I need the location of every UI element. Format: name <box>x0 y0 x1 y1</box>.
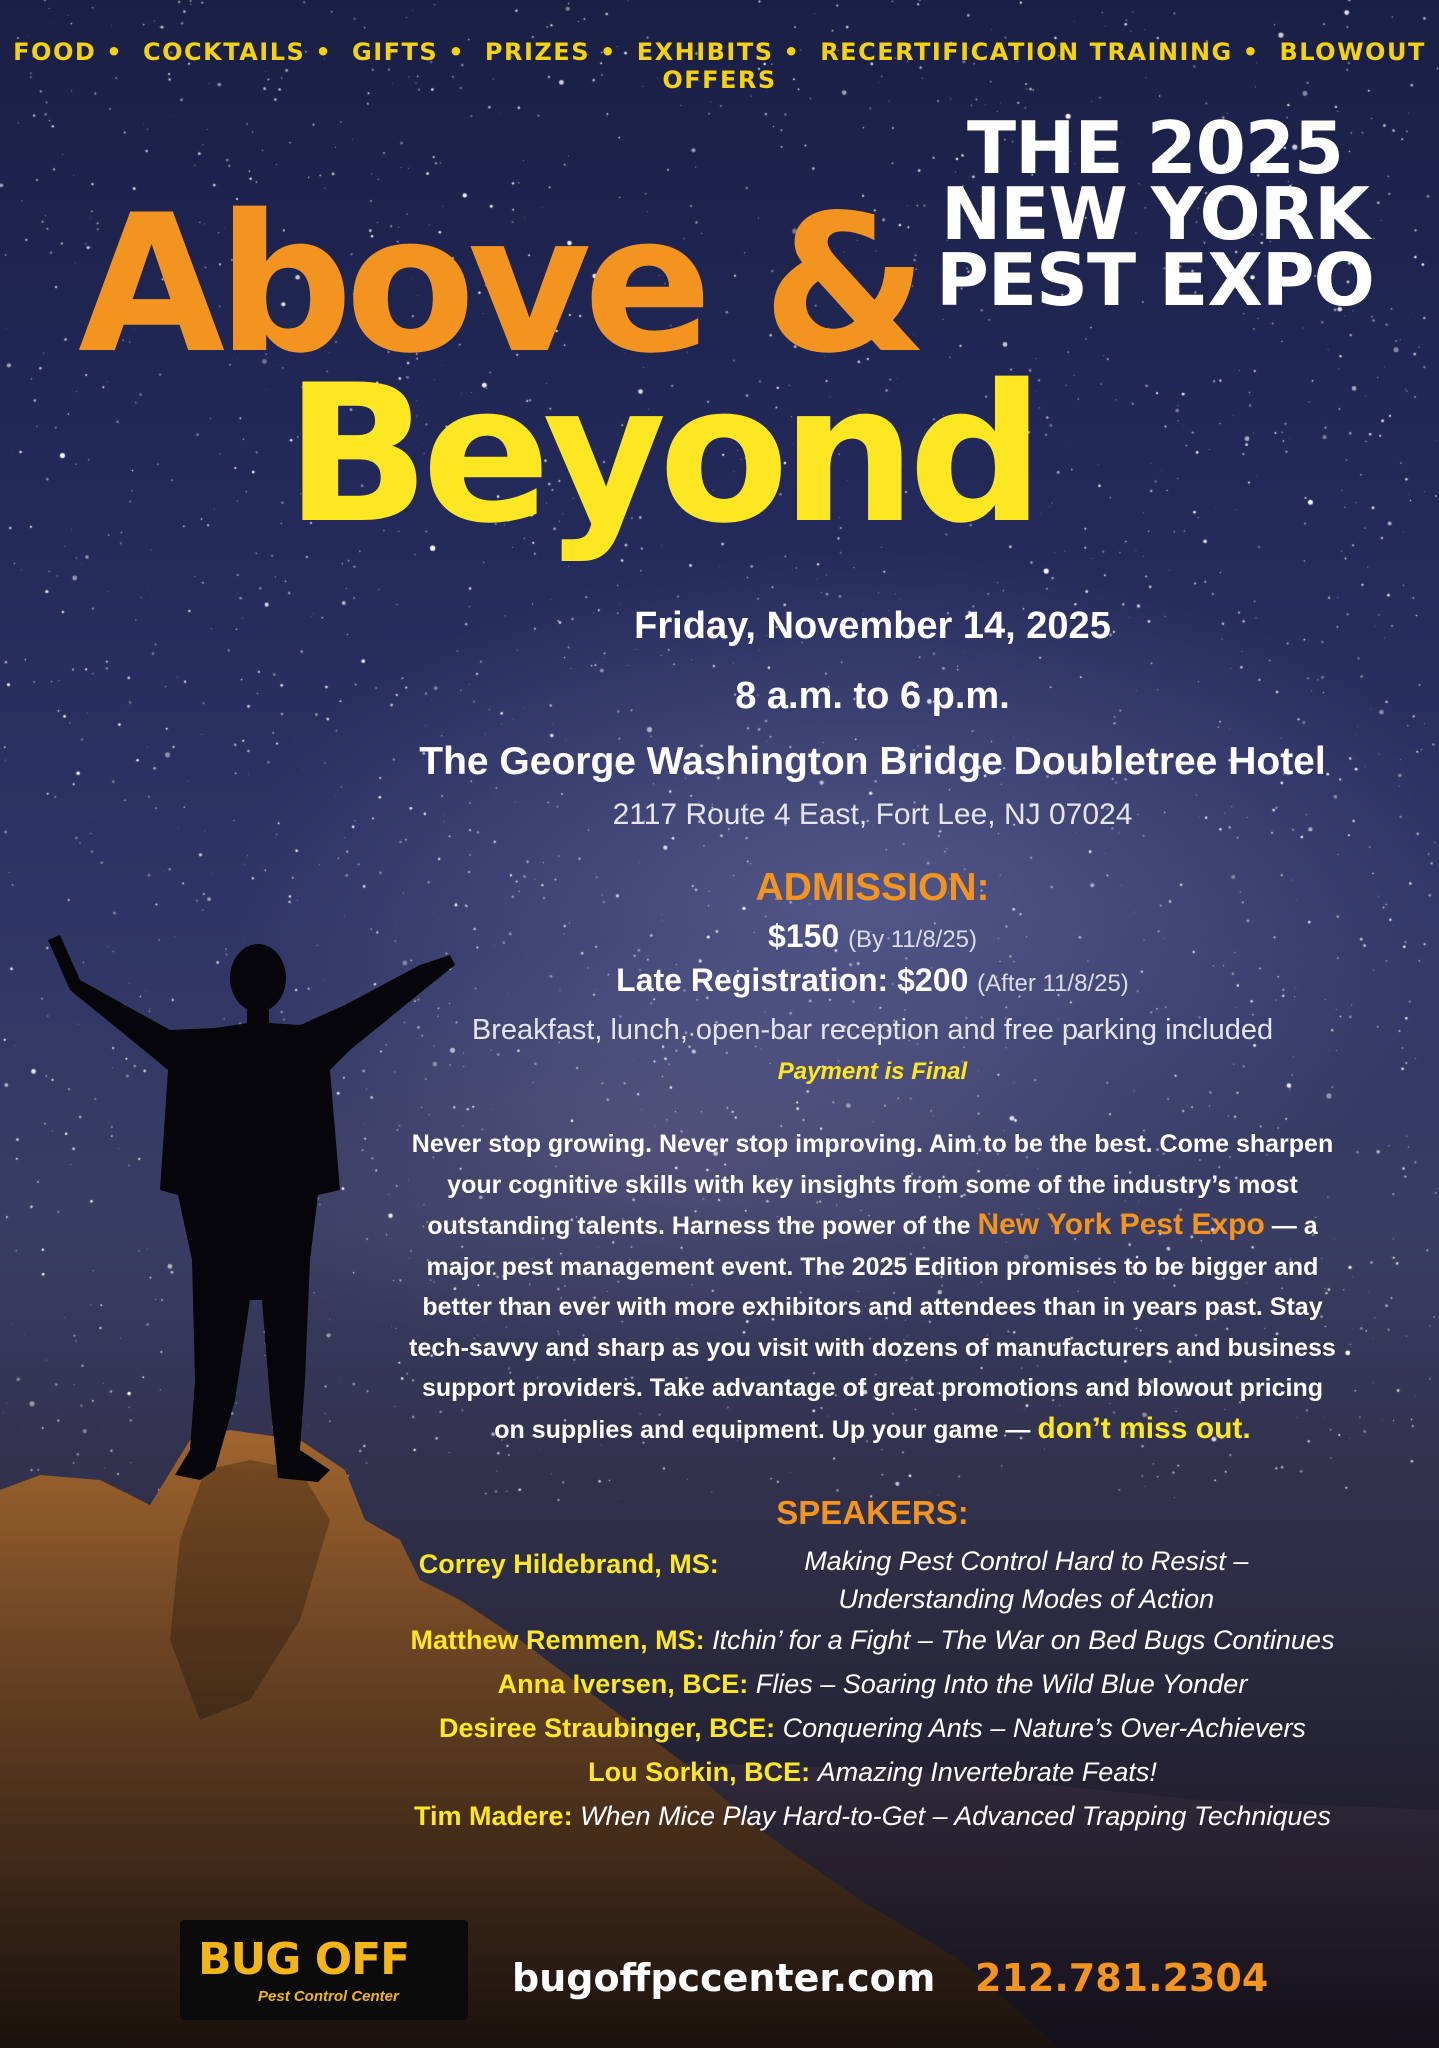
speaker-item <box>405 1706 1340 1750</box>
event-venue: The George Washington Bridge Doubletree Hotel <box>419 740 1326 783</box>
separator-dot-icon: • <box>106 38 124 66</box>
event-date: Friday, November 14, 2025 <box>634 605 1111 647</box>
speaker-item <box>405 1662 1340 1706</box>
amenity-food: FOOD <box>13 38 97 66</box>
separator-dot-icon: • <box>1242 38 1260 66</box>
amenity-recertification: RECERTIFICATION TRAINING <box>820 38 1233 66</box>
expo-title-line2: NEW YORK <box>941 172 1369 256</box>
logo-subtitle: Pest Control Center <box>258 1988 399 2005</box>
headline-above: Above & <box>78 174 921 395</box>
speaker-item <box>405 1542 1340 1618</box>
admission-price-value: $150 <box>767 918 840 954</box>
late-registration <box>405 962 1340 999</box>
speaker-name: Tim Madere: <box>414 1801 573 1831</box>
late-registration-note: (After 11/8/25) <box>977 970 1129 997</box>
admission-heading: ADMISSION: <box>755 866 990 909</box>
speaker-talk-title: Making Pest Control Hard to Resist – Understanding Modes of Action <box>804 1546 1249 1614</box>
speaker-talk-title: Itchin’ for a Fight – The War on Bed Bugs Continues <box>712 1625 1335 1655</box>
admission-price <box>405 918 1340 955</box>
amenity-blowout-offers: BLOWOUT OFFERS <box>662 38 1426 94</box>
speaker-item <box>405 1750 1340 1794</box>
speaker-name: Desiree Straubinger, BCE: <box>439 1713 776 1743</box>
admission-price-note: (By 11/8/25) <box>848 926 978 953</box>
speaker-talk-title: Conquering Ants – Nature’s Over-Achievers <box>782 1713 1306 1743</box>
bug-off-logo <box>180 1920 468 2020</box>
amenity-exhibits: EXHIBITS <box>636 38 774 66</box>
amenity-cocktails: COCKTAILS <box>142 38 306 66</box>
expo-title-line1: THE 2025 <box>966 106 1343 190</box>
description-paragraph <box>405 1124 1340 1450</box>
expo-title <box>930 106 1380 322</box>
phone-number[interactable]: 212.781.2304 <box>975 1956 1269 2000</box>
speaker-talk-title: Flies – Soaring Into the Wild Blue Yonder <box>755 1669 1248 1699</box>
event-address: 2117 Route 4 East, Fort Lee, NJ 07024 <box>612 798 1133 831</box>
description-part1: Never stop growing. Never stop improving. Aim to be the best. Come sharpen your cognitive skills with key insights from some of the industry’s most outstanding talents. Harness the power of the <box>411 1130 1334 1240</box>
headline-beyond: Beyond <box>285 344 1037 565</box>
speaker-item <box>405 1618 1340 1662</box>
speaker-talk-title: Amazing Invertebrate Feats! <box>817 1757 1157 1787</box>
speaker-name: Lou Sorkin, BCE: <box>588 1757 811 1787</box>
amenities-bar <box>0 38 1439 94</box>
amenity-prizes: PRIZES <box>484 38 590 66</box>
logo-wordmark: BUG OFF <box>198 1934 410 1985</box>
separator-dot-icon: • <box>448 38 466 66</box>
speaker-name: Matthew Remmen, MS: <box>410 1625 705 1655</box>
admission-included: Breakfast, lunch, open-bar reception and free parking included <box>471 1014 1274 1046</box>
description-highlight: New York Pest Expo <box>977 1208 1265 1241</box>
separator-dot-icon: • <box>783 38 801 66</box>
speakers-heading: SPEAKERS: <box>776 1494 969 1531</box>
person-silhouette-icon <box>48 935 455 1482</box>
late-registration-label: Late Registration: $200 <box>616 962 969 998</box>
speakers-list <box>405 1542 1340 1838</box>
separator-dot-icon: • <box>315 38 333 66</box>
description-cta: don’t miss out. <box>1037 1411 1251 1445</box>
separator-dot-icon: • <box>600 38 617 66</box>
amenity-gifts: GIFTS <box>352 38 439 66</box>
event-time: 8 a.m. to 6 p.m. <box>735 675 1010 717</box>
speaker-name: Correy Hildebrand, MS: <box>418 1549 719 1579</box>
speaker-talk-title: When Mice Play Hard-to-Get – Advanced Trapping Techniques <box>580 1801 1331 1831</box>
speaker-name: Anna Iversen, BCE: <box>497 1669 749 1699</box>
speaker-item <box>405 1794 1340 1838</box>
expo-title-line3: PEST EXPO <box>936 238 1374 322</box>
description-part2: — a major pest management event. The 2025 Edition promises to be bigger and better than ever with more exhibitors and attendees than in years past. Stay tech-savvy and sharp as you visit with dozens of manufacturers and business support providers. Take advantage of great promotions and blowout pricing on supplies and equipment. Up your game — <box>409 1212 1336 1444</box>
website-link[interactable]: bugoffpccenter.com <box>512 1956 936 2000</box>
payment-final-note: Payment is Final <box>777 1058 968 1085</box>
